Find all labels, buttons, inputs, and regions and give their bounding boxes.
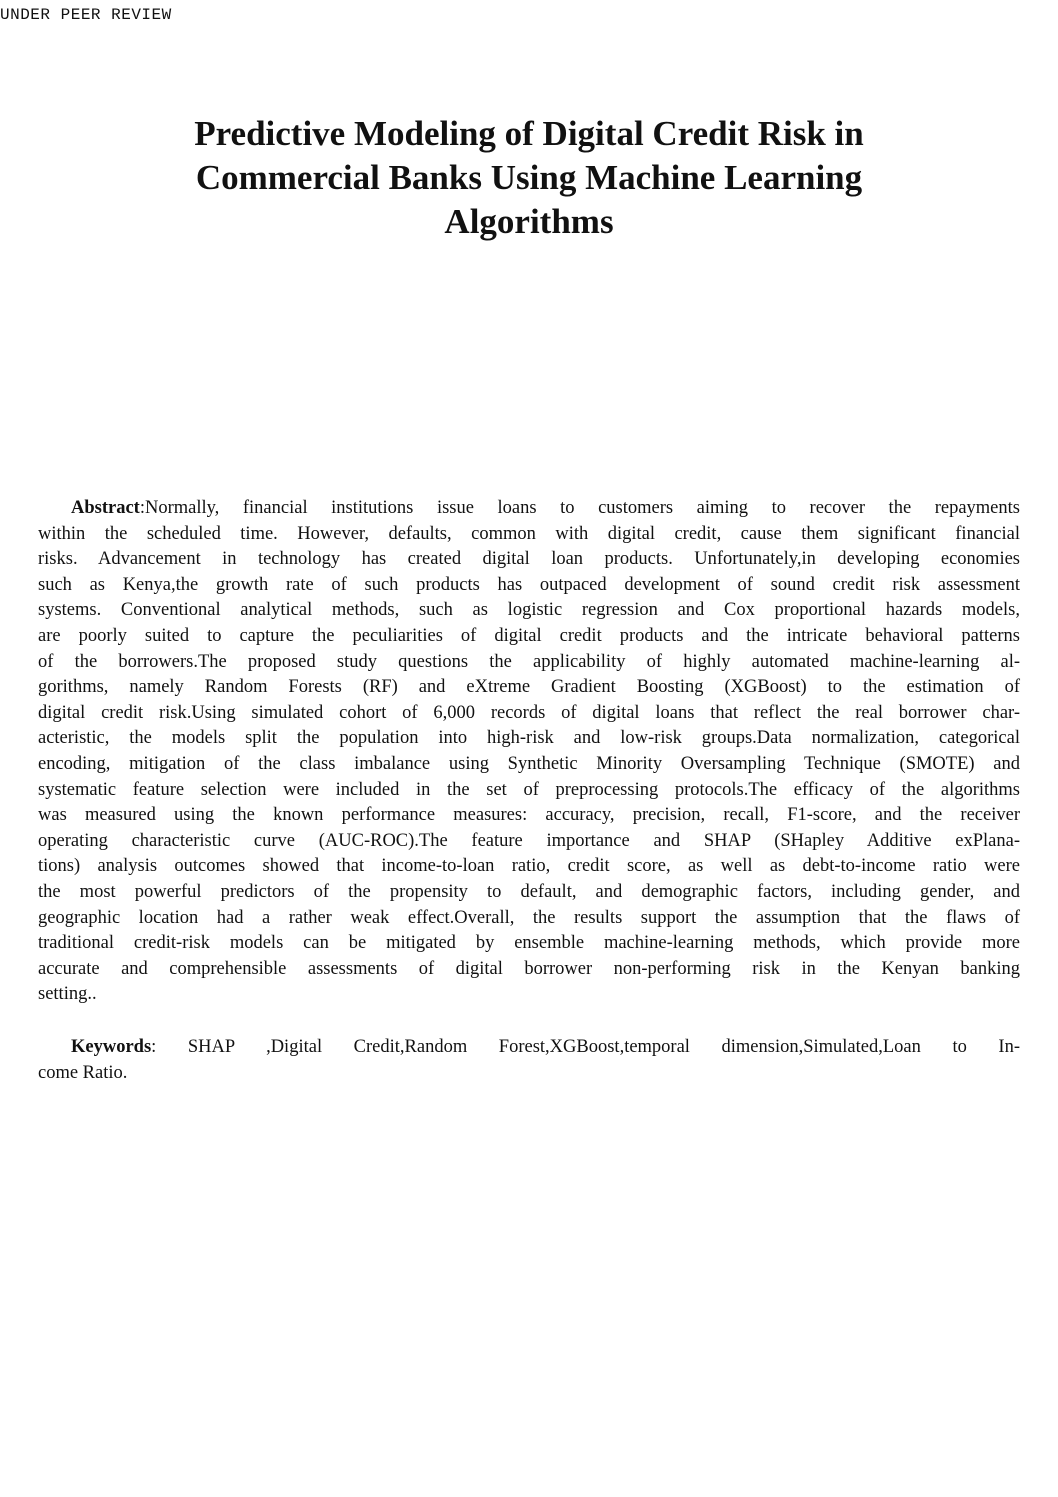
- peer-review-label: UNDER PEER REVIEW: [0, 6, 172, 24]
- abstract-line: such as Kenya,the growth rate of such products has outpaced development of sound credit risk assessment: [38, 574, 1020, 595]
- abstract-line: are poorly suited to capture the peculiarities of digital credit products and the intricate behavioral patterns: [38, 625, 1020, 646]
- title-line: Predictive Modeling of Digital Credit Risk in: [194, 114, 864, 153]
- title-line: Algorithms: [444, 202, 614, 241]
- abstract-line: digital credit risk.Using simulated cohort of 6,000 records of digital loans that reflect the real borrower char-: [38, 702, 1020, 723]
- abstract-line: the most powerful predictors of the propensity to default, and demographic factors, including gender, and: [38, 881, 1020, 902]
- abstract-line: geographic location had a rather weak effect.Overall, the results support the assumption that the flaws of: [38, 907, 1020, 928]
- abstract-line: operating characteristic curve (AUC-ROC).The feature importance and SHAP (SHapley Additive exPlana-: [38, 830, 1020, 851]
- paper-title: [60, 112, 998, 244]
- abstract-line: was measured using the known performance measures: accuracy, precision, recall, F1-score, and the receiver: [38, 805, 1020, 826]
- abstract-label: Abstract: [71, 498, 140, 518]
- abstract-line: risks. Advancement in technology has created digital loan products. Unfortunately,in developing economies: [38, 549, 1020, 570]
- keywords: [38, 1035, 1020, 1086]
- abstract-line: acteristic, the models split the population into high-risk and low-risk groups.Data normalization, categorical: [38, 728, 1020, 749]
- keywords-label: Keywords: [71, 1037, 152, 1057]
- abstract-line: encoding, mitigation of the class imbalance using Synthetic Minority Oversampling Technique (SMOTE) and: [38, 753, 1020, 774]
- abstract: [38, 496, 1020, 1008]
- title-line: Commercial Banks Using Machine Learning: [195, 158, 863, 197]
- abstract-line: setting..: [38, 984, 97, 1005]
- abstract-line: systems. Conventional analytical methods, such as logistic regression and Cox proportional hazards models,: [38, 600, 1020, 621]
- abstract-line: accurate and comprehensible assessments of digital borrower non-performing risk in the Kenyan banking: [38, 958, 1020, 979]
- keywords-line: come Ratio.: [38, 1062, 128, 1083]
- keywords-line: Keywords: SHAP ,Digital Credit,Random Forest,XGBoost,temporal dimension,Simulated,Loan to In-: [71, 1037, 1020, 1057]
- abstract-line: systematic feature selection were included in the set of preprocessing protocols.The efficacy of the algorithms: [38, 779, 1020, 800]
- abstract-line: traditional credit-risk models can be mitigated by ensemble machine-learning methods, which provide more: [38, 933, 1020, 954]
- abstract-line: tions) analysis outcomes showed that income-to-loan ratio, credit score, as well as debt-to-income ratio were: [38, 856, 1020, 877]
- abstract-line: within the scheduled time. However, defaults, common with digital credit, cause them significant financial: [38, 523, 1020, 544]
- abstract-line: gorithms, namely Random Forests (RF) and eXtreme Gradient Boosting (XGBoost) to the estimation of: [38, 677, 1020, 698]
- abstract-line: Abstract:Normally, financial institutions issue loans to customers aiming to recover the repayments: [71, 498, 1020, 518]
- abstract-line: of the borrowers.The proposed study questions the applicability of highly automated machine-learning al-: [38, 651, 1020, 672]
